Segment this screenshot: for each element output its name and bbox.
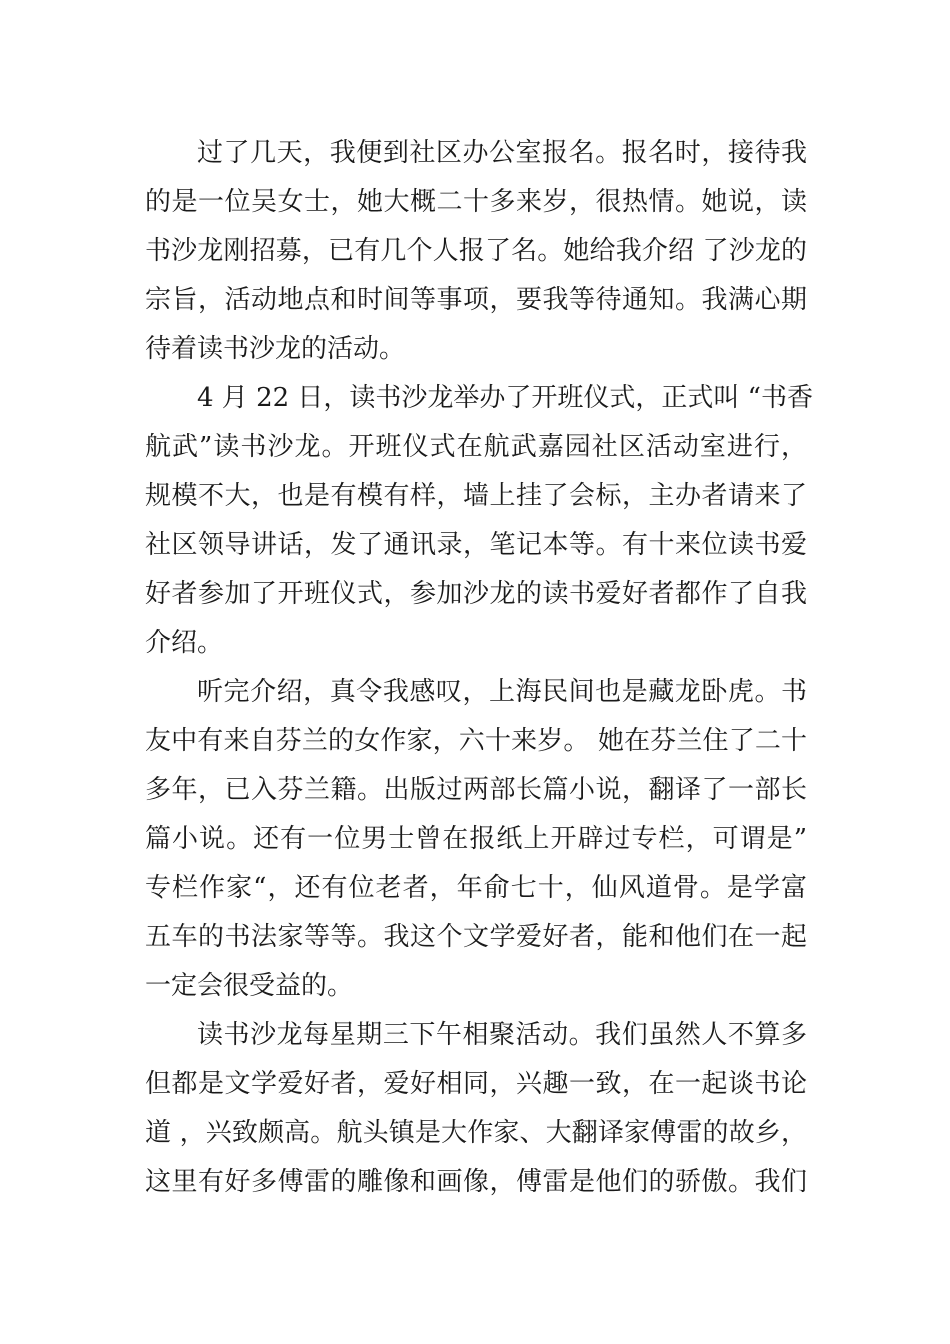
text-line: 读书沙龙每星期三下午相聚活动。我们虽然人不算多 <box>197 1020 807 1050</box>
text-line: 道 ，兴致颇高。航头镇是大作家、大翻译家傅雷的故乡， <box>145 1118 807 1148</box>
text-line: 待着读书沙龙的活动。 <box>145 334 406 364</box>
paragraph-3 <box>145 668 807 1011</box>
text-line: 书沙龙刚招募，已有几个人报了名。她给我介绍 了沙龙的 <box>145 236 807 266</box>
paragraph-4 <box>145 1011 807 1207</box>
text-line: 多年，已入芬兰籍。出版过两部长篇小说，翻译了一部长 <box>145 775 807 805</box>
text-line: 一定会很受益的。 <box>145 971 354 1001</box>
text-line: 介绍。 <box>145 628 224 658</box>
text-line: 这里有好多傅雷的雕像和画像，傅雷是他们的骄傲。我们 <box>145 1167 807 1197</box>
text-line: 规模不大，也是有模有样，墙上挂了会标，主办者请来了 <box>145 481 807 511</box>
document-body <box>145 129 813 1207</box>
text-line: 篇小说。还有一位男士曾在报纸上开辟过专栏，可谓是” <box>145 824 807 854</box>
text-line: 专栏作家“，还有位老者，年俞七十，仙风道骨。是学富 <box>145 873 807 903</box>
text-line: 航武”读书沙龙。开班仪式在航武嘉园社区活动室进行， <box>145 432 807 462</box>
text-line: 过了几天，我便到社区办公室报名。报名时，接待我 <box>197 138 807 168</box>
text-line: 五车的书法家等等。我这个文学爱好者，能和他们在一起 <box>145 922 807 952</box>
text-line: 社区领导讲话，发了通讯录，笔记本等。有十来位读书爱 <box>145 530 807 560</box>
text-line: 好者参加了开班仪式，参加沙龙的读书爱好者都作了自我 <box>145 579 807 609</box>
text-line: 但都是文学爱好者，爱好相同，兴趣一致，在一起谈书论 <box>145 1069 807 1099</box>
paragraph-2 <box>145 374 813 668</box>
text-line: 听完介绍，真令我感叹，上海民间也是藏龙卧虎。书 <box>197 677 807 707</box>
text-line: 的是一位吴女士，她大概二十多来岁，很热情。她说，读 <box>145 187 807 217</box>
paragraph-1 <box>145 129 807 374</box>
text-line: 宗旨，活动地点和时间等事项，要我等待通知。我满心期 <box>145 285 807 315</box>
text-line: 友中有来自芬兰的女作家，六十来岁。 她在芬兰住了二十 <box>145 726 807 756</box>
text-line: 4 月 22 日，读书沙龙举办了开班仪式，正式叫 “书香 <box>197 383 813 413</box>
